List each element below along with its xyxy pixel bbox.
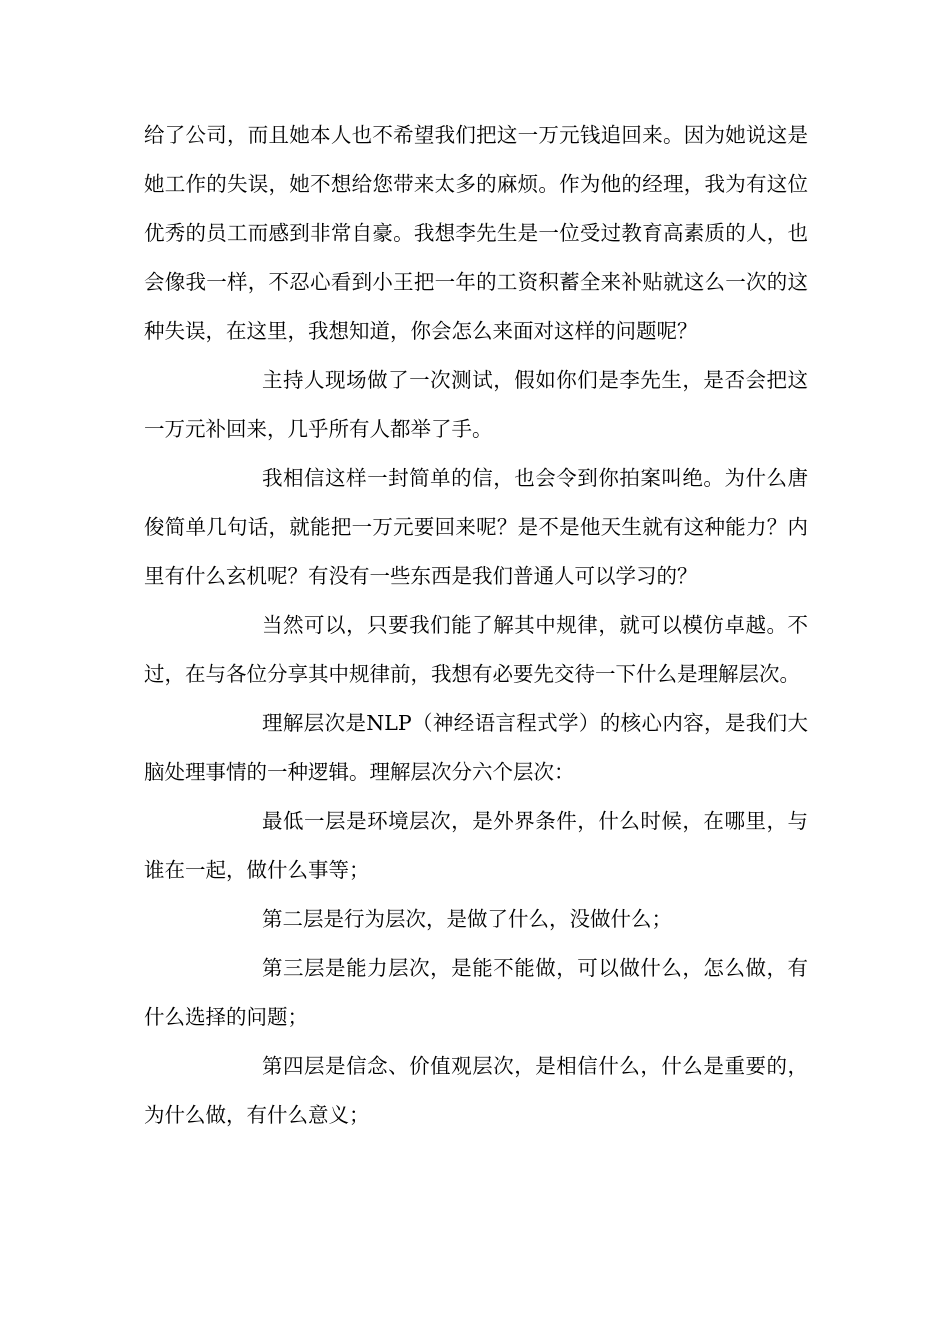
paragraph-1: 给了公司，而且她本人也不希望我们把这一万元钱追回来。因为她说这是她工作的失误，她不想给您带来太多的麻烦。作为他的经理，我为有这位优秀的员工而感到非常自豪。我想李先生是一位受过教育高素质的人，也会像我一样，不忍心看到小王把一年的工资积蓄全来补贴就这么一次的这种失误，在这里，我想知道，你会怎么来面对这样的问题呢？ — [144, 123, 808, 343]
paragraph-4: 当然可以，只要我们能了解其中规律，就可以模仿卓越。不过，在与各位分享其中规律前，我想有必要先交待一下什么是理解层次。 — [144, 613, 808, 686]
paragraph-7: 第二层是行为层次，是做了什么，没做什么； — [262, 907, 672, 931]
paragraph-6: 最低一层是环境层次，是外界条件，什么时候，在哪里，与谁在一起，做什么事等； — [144, 809, 808, 882]
paragraph-2: 主持人现场做了一次测试，假如你们是李先生，是否会把这一万元补回来，几乎所有人都举了手。 — [144, 368, 808, 441]
paragraph-5: 理解层次是NLP（神经语言程式学）的核心内容，是我们大脑处理事情的一种逻辑。理解层次分六个层次： — [144, 711, 808, 784]
paragraph-3: 我相信这样一封简单的信，也会令到你拍案叫绝。为什么唐俊简单几句话，就能把一万元要回来呢？是不是他天生就有这种能力？内里有什么玄机呢？有没有一些东西是我们普通人可以学习的？ — [144, 466, 808, 588]
paragraph-9: 第四层是信念、价值观层次，是相信什么，什么是重要的，为什么做，有什么意义； — [144, 1054, 808, 1127]
paragraph-8: 第三层是能力层次，是能不能做，可以做什么，怎么做，有什么选择的问题； — [144, 956, 808, 1029]
document-page — [144, 111, 808, 1140]
